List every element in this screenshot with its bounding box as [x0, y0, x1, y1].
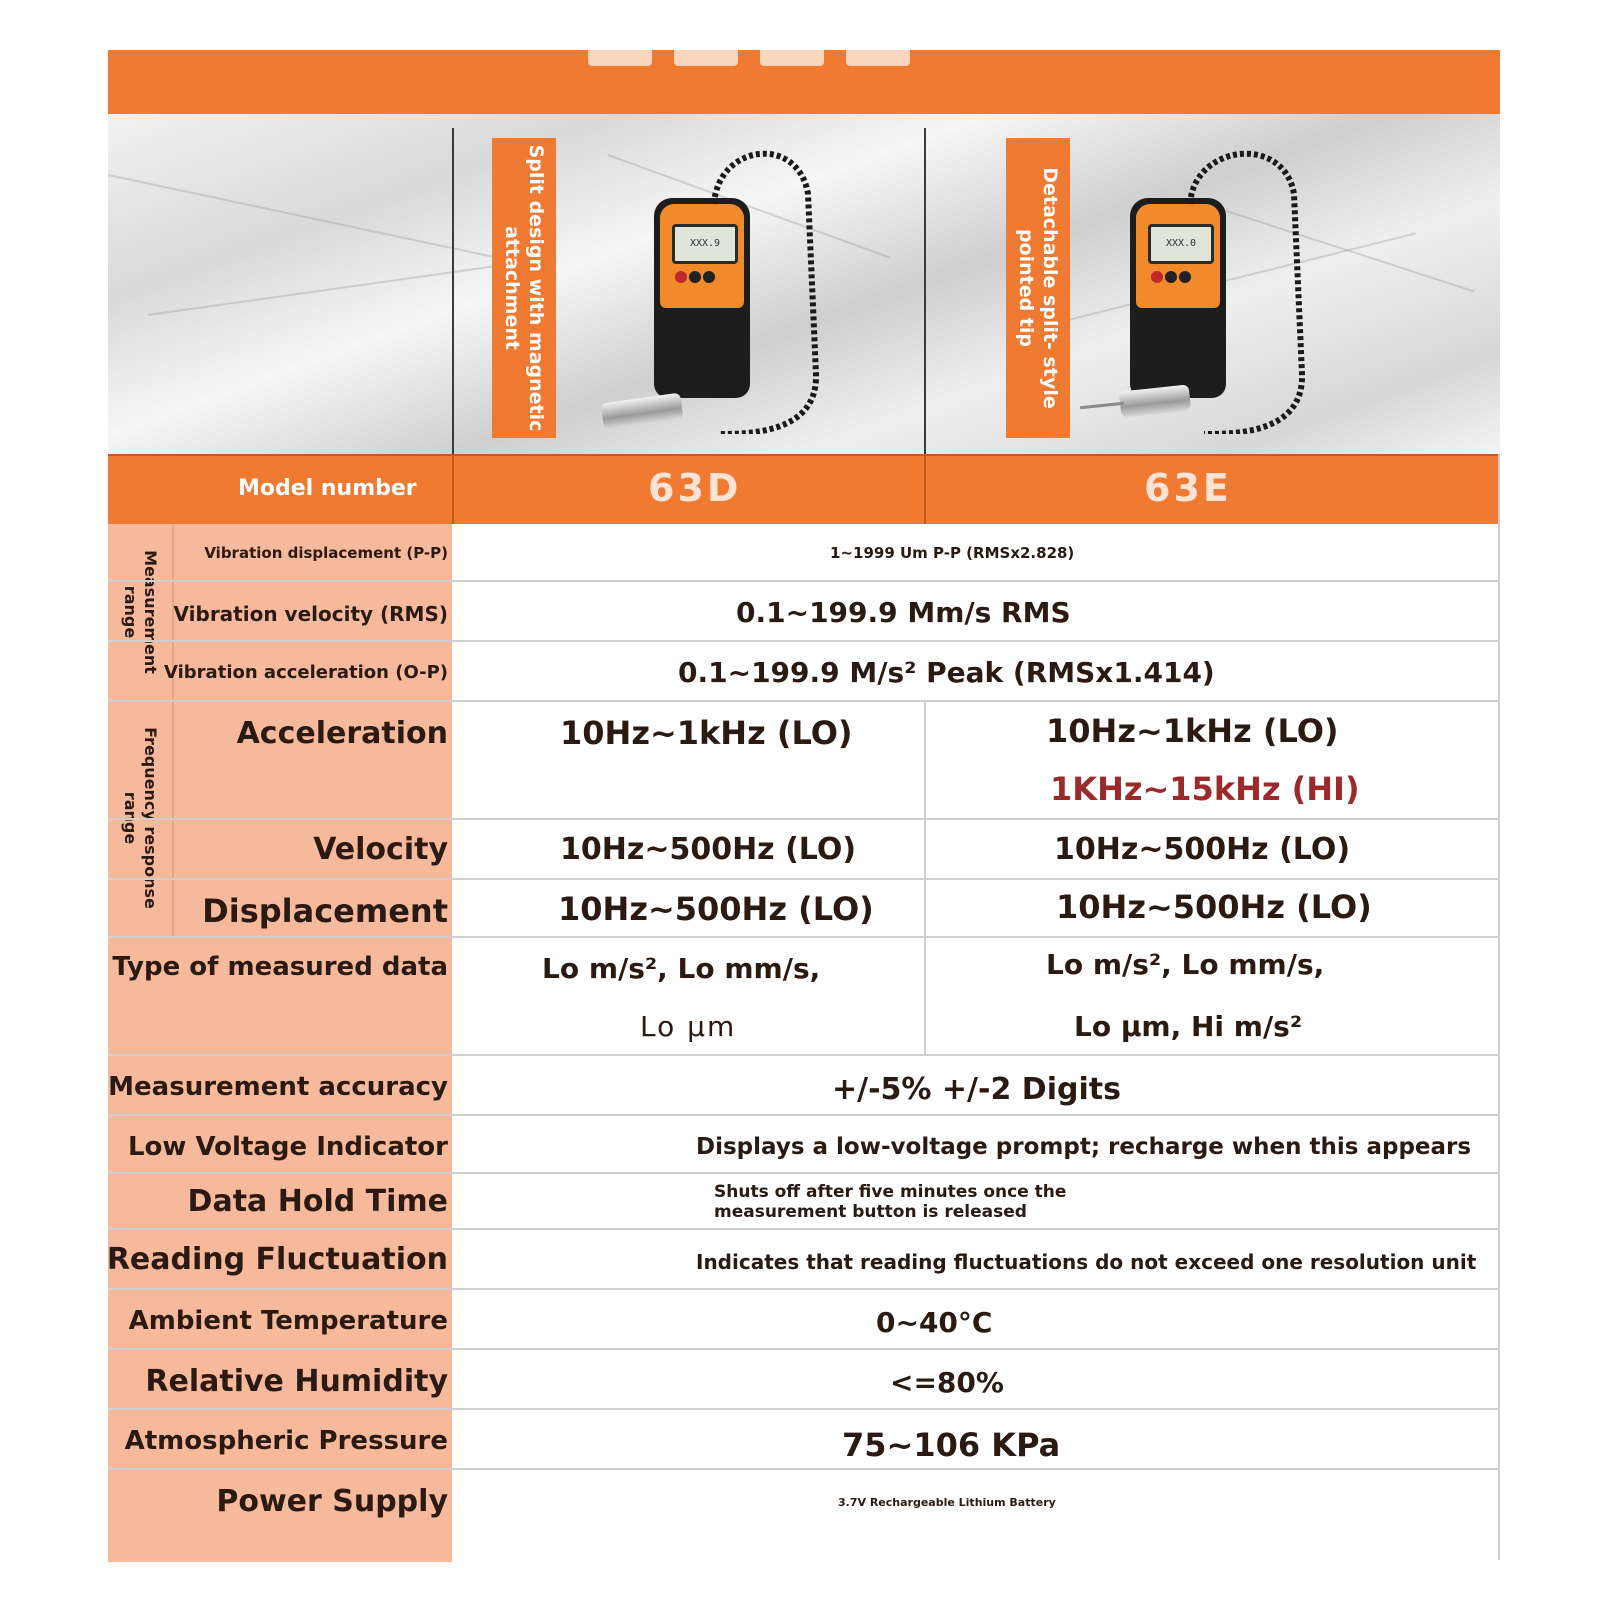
coiled-cable-63e [1074, 134, 1354, 434]
spec-row [108, 1114, 1500, 1174]
row-label: Type of measured data [112, 952, 448, 982]
row-label: Measurement accuracy [108, 1072, 448, 1102]
row-value: 1~1999 Um P-P (RMSx2.828) [830, 544, 1075, 562]
row-label: Displacement [202, 892, 448, 930]
spec-row [108, 878, 1500, 938]
row-label: Data Hold Time [187, 1184, 448, 1219]
row-label: Ambient Temperature [128, 1306, 448, 1336]
row-label: Relative Humidity [145, 1364, 448, 1399]
model-header-row [108, 454, 1500, 526]
row-value: Indicates that reading fluctuations do not exceed one resolution unit [696, 1250, 1477, 1274]
spec-row [108, 1408, 1500, 1470]
row-label: Acceleration [236, 716, 448, 751]
value-63e-line1: Lo m/s², Lo mm/s, [1046, 948, 1325, 981]
feature-tag-63e [1006, 138, 1070, 438]
spec-row [108, 1228, 1500, 1290]
feature-tag-63d [492, 138, 556, 438]
spec-row [108, 524, 1500, 580]
spec-row [108, 1348, 1500, 1410]
value-63d-line2: Lo μm [640, 1010, 737, 1043]
value-63d-line1: Lo m/s², Lo mm/s, [542, 952, 821, 985]
spec-row [108, 1288, 1500, 1350]
row-label: Low Voltage Indicator [127, 1132, 448, 1162]
row-value-line1: Shuts off after five minutes once the [714, 1182, 1067, 1202]
table-right-border [1498, 454, 1500, 1560]
value-63d: 10Hz~1kHz (LO) [560, 714, 853, 752]
value-63e-highlight: 1KHz~15kHz (HI) [1050, 770, 1360, 808]
feature-tag-text: Split design with magnetic attachment [501, 144, 547, 432]
row-label: Velocity [313, 832, 448, 867]
title-banner [108, 50, 1500, 114]
row-label: Vibration velocity (RMS) [173, 602, 448, 626]
row-value: 0~40°C [876, 1306, 993, 1339]
product-photo-strip [108, 114, 1500, 454]
coiled-cable-63d [598, 134, 858, 434]
row-value: +/-5% +/-2 Digits [832, 1072, 1121, 1107]
model-63e: 63E [1144, 466, 1232, 510]
spec-row [108, 700, 1500, 820]
value-63e: 10Hz~500Hz (LO) [1056, 888, 1372, 926]
model-number-label: Model number [238, 476, 417, 501]
spec-row [108, 580, 1500, 642]
value-63e-line2: Lo μm, Hi m/s² [1074, 1010, 1303, 1043]
row-value: 0.1~199.9 M/s² Peak (RMSx1.414) [678, 656, 1215, 689]
model-63d: 63D [648, 466, 742, 510]
value-63d: 10Hz~500Hz (LO) [558, 890, 874, 928]
spec-row [108, 818, 1500, 880]
device-screen: XXX.9 [672, 224, 738, 264]
photo-divider [452, 128, 454, 454]
row-value: 3.7V Rechargeable Lithium Battery [838, 1496, 1056, 1509]
row-value: Displays a low-voltage prompt; recharge when this appears [696, 1134, 1472, 1160]
row-label: Vibration acceleration (O-P) [164, 662, 448, 683]
row-label: Reading Fluctuation [106, 1242, 448, 1277]
spec-row [108, 640, 1500, 702]
row-label: Atmospheric Pressure [124, 1426, 448, 1456]
spec-sheet [108, 50, 1500, 1560]
row-label: Power Supply [216, 1484, 448, 1519]
group-label: Frequency response range [121, 727, 160, 909]
spec-row [108, 1468, 1500, 1562]
group-label: Measurement range [121, 550, 160, 674]
row-label: Vibration displacement (P-P) [204, 544, 448, 562]
spec-row [108, 1172, 1500, 1230]
value-63e: 10Hz~1kHz (LO) [1046, 712, 1339, 750]
row-value-line2: measurement button is released [714, 1202, 1027, 1222]
feature-tag-text: Detachable split- style pointed tip [1015, 167, 1061, 409]
row-value: 75~106 KPa [842, 1426, 1061, 1464]
cropped-title-glyphs [588, 50, 968, 66]
row-value: 0.1~199.9 Mm/s RMS [736, 596, 1071, 629]
value-63e: 10Hz~500Hz (LO) [1054, 832, 1351, 867]
spec-row [108, 936, 1500, 1056]
row-value: <=80% [890, 1366, 1004, 1399]
value-63d: 10Hz~500Hz (LO) [560, 832, 857, 867]
device-screen: XXX.0 [1148, 224, 1214, 264]
spec-row [108, 1054, 1500, 1116]
photo-divider [924, 128, 926, 454]
